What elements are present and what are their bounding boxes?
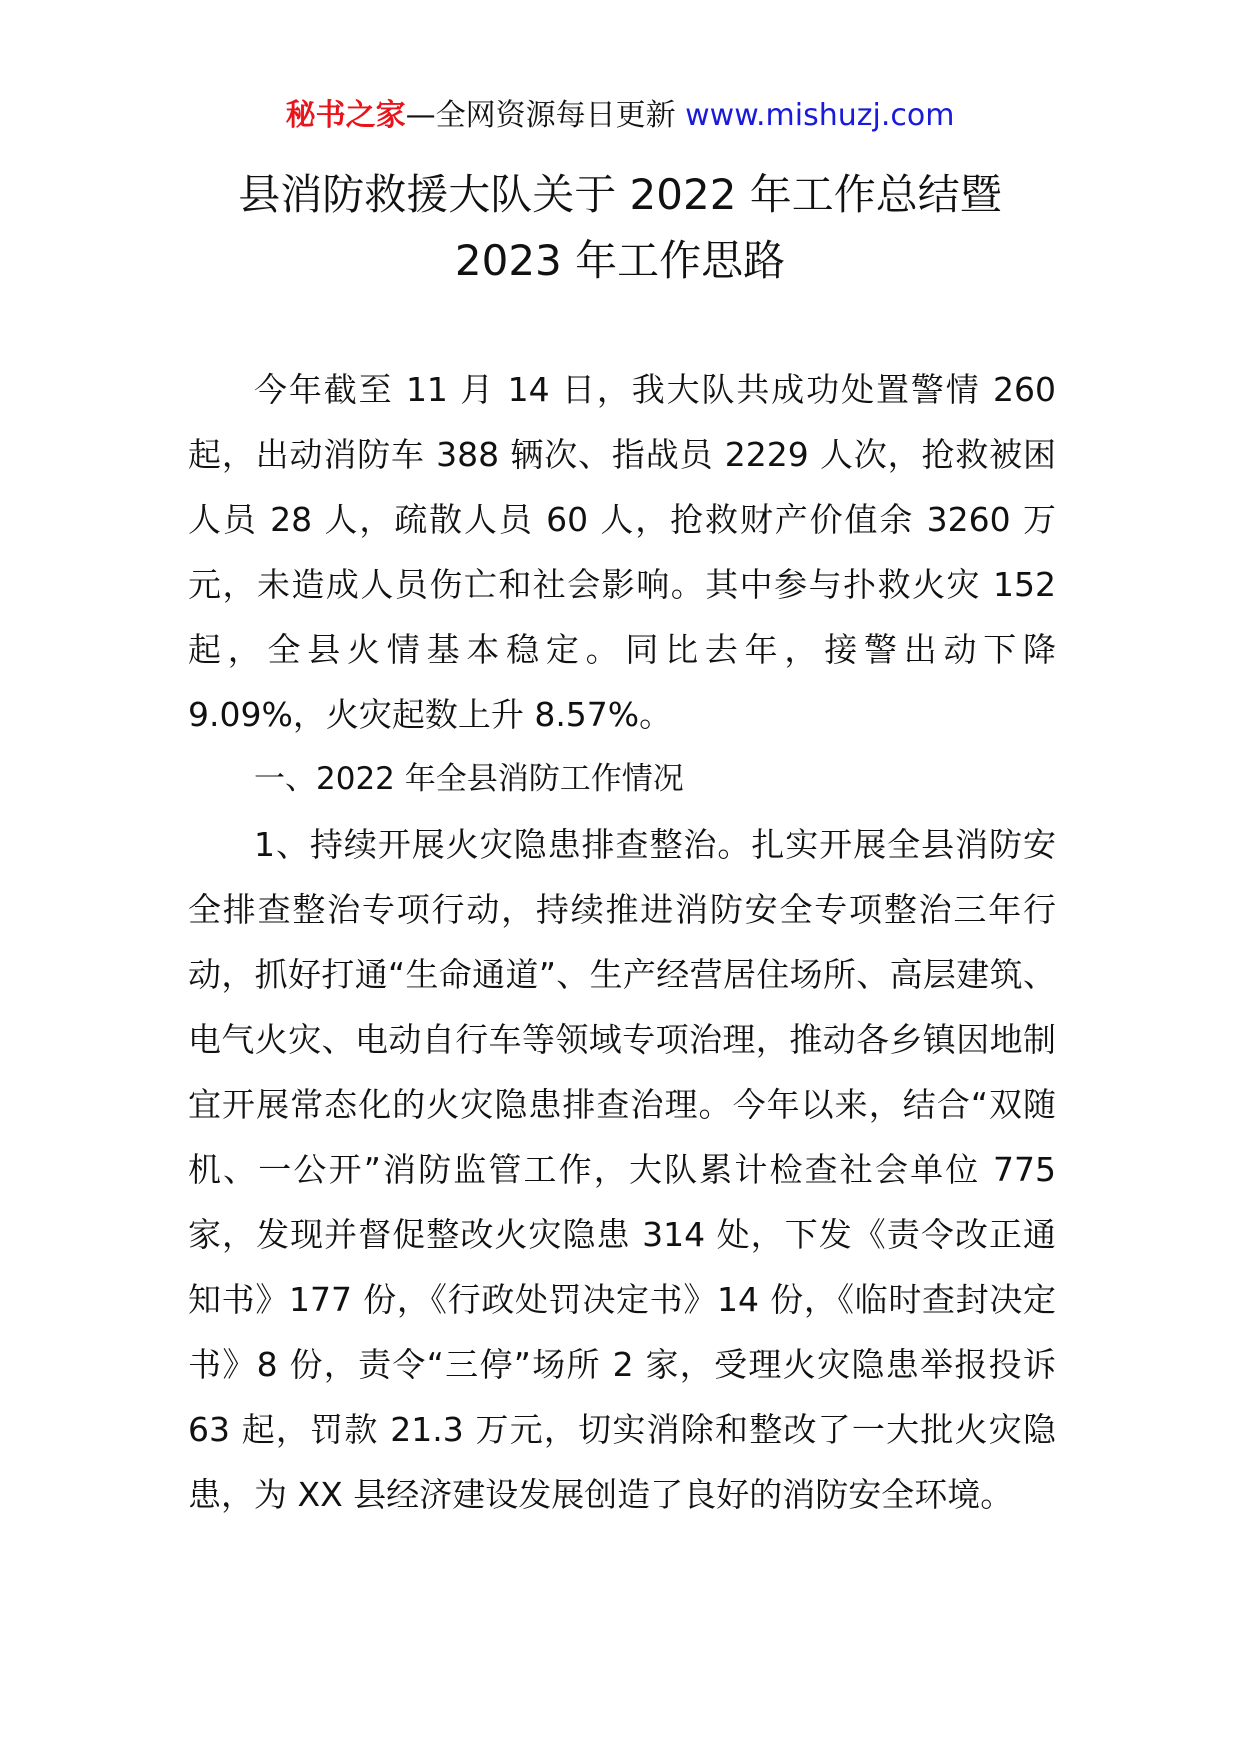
intro-paragraph: 今年截至 11 月 14 日，我大队共成功处置警情 260 起，出动消防车 388 辆次、指战员 2229 人次，抢救被困人员 28 人，疏散人员 60 人，抢救财产价值余 3260 万元，未造成人员伤亡和社会影响。其中参与扑救火灾 152 起，全县火情基本稳定。同比去年，接警出动下降 9.09%，火灾起数上升 8.57%。 [188, 370, 1056, 734]
section-heading-1: 一、2022 年全县消防工作情况 [254, 761, 684, 797]
document-title-line-1: 县消防救援大队关于 2022 年工作总结暨 [238, 170, 1002, 219]
brand-name: 秘书之家 [285, 98, 406, 133]
header-tagline: —全网资源每日更新 [405, 98, 686, 133]
site-header [0, 96, 1240, 136]
document-title-line-2: 2023 年工作思路 [454, 236, 786, 285]
document-title [0, 162, 1240, 294]
site-url-link[interactable]: www.mishuzj.com [685, 98, 955, 133]
body-paragraph-1: 1、持续开展火灾隐患排查整治。扎实开展全县消防安全排查整治专项行动，持续推进消防安全专项整治三年行动，抓好打通“生命通道”、生产经营居住场所、高层建筑、电气火灾、电动自行车等领域专项治理，推动各乡镇因地制宜开展常态化的火灾隐患排查治理。今年以来，结合“双随机、一公开”消防监管工作，大队累计检查社会单位 775 家，发现并督促整改火灾隐患 314 处，下发《责令改正通知书》177 份，《行政处罚决定书》14 份，《临时查封决定书》8 份，责令“三停”场所 2 家，受理火灾隐患举报投诉 63 起，罚款 21.3 万元，切实消除和整改了一大批火灾隐患，为 XX 县经济建设发展创造了良好的消防安全环境。 [188, 825, 1056, 1514]
document-body [188, 357, 1056, 1527]
